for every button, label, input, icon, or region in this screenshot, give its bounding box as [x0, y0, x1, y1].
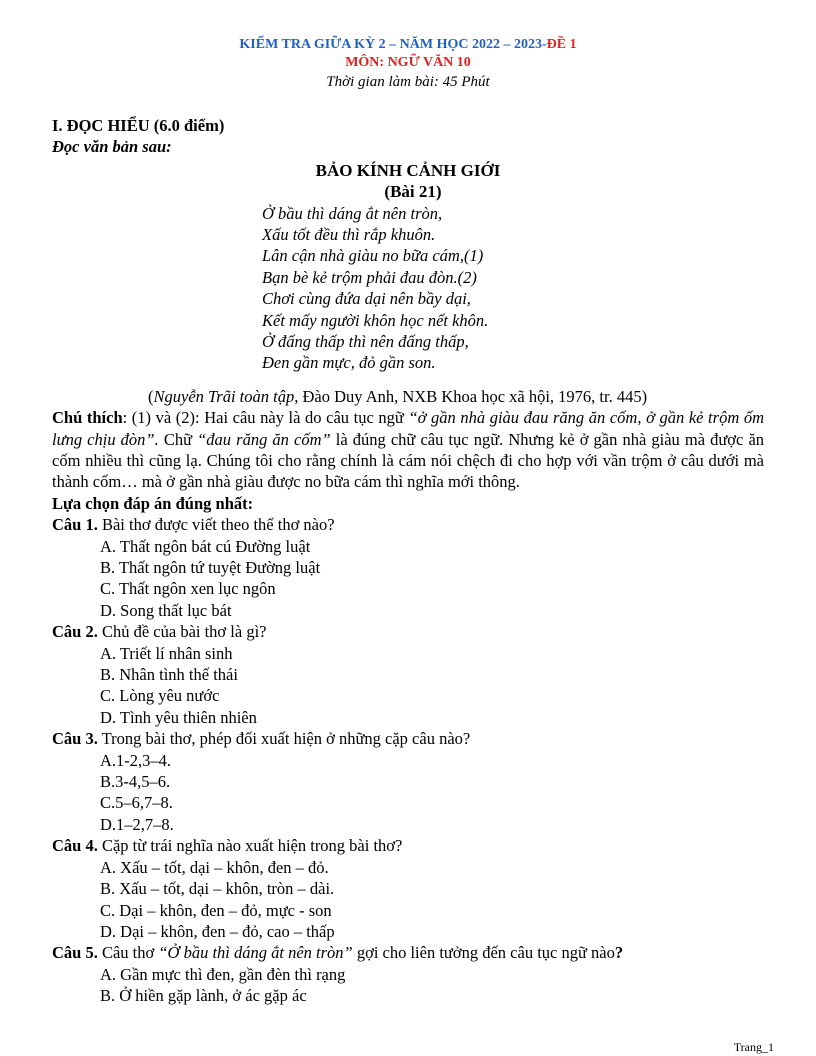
question-mark: ? — [614, 943, 624, 963]
answer-option: B.3-4,5–6. — [100, 772, 171, 792]
document-body — [52, 115, 764, 1007]
time-limit: Thời gian làm bài: 45 Phút — [326, 74, 490, 90]
source-book: Nguyễn Trãi toàn tập — [153, 386, 295, 406]
footnote-text: : (1) và (2): Hai câu này là do câu tục ngữ — [122, 408, 409, 428]
poem-line: Xấu tốt đều thì rắp khuôn. — [262, 225, 436, 245]
section-instruction: Đọc văn bản sau: — [52, 137, 172, 157]
answer-option: D. Dại – khôn, đen – đỏ, cao – thấp — [100, 921, 335, 941]
question-3 — [52, 728, 764, 835]
poem-line: Bạn bè kẻ trộm phải đau đòn.(2) — [262, 267, 477, 287]
subject-title: MÔN: NGỮ VĂN 10 — [345, 55, 471, 70]
question-label: Câu 1. — [52, 515, 98, 535]
answer-option: C. Thất ngôn xen lục ngôn — [100, 579, 276, 599]
poem-line: Lân cận nhà giàu no bữa cám,(1) — [262, 246, 484, 266]
question-text: Bài thơ được viết theo thể thơ nào? — [97, 515, 335, 535]
answer-option: C. Dại – khôn, đen – đỏ, mực - son — [100, 900, 332, 920]
poem-lines — [52, 203, 764, 374]
question-text: Chủ đề của bài thơ là gì? — [97, 622, 267, 642]
question-4 — [52, 835, 764, 942]
poem-line: Ở bầu thì dáng ắt nên tròn, — [262, 203, 443, 223]
question-text: gợi cho liên tưởng đến câu tục ngữ nào — [352, 943, 615, 963]
question-label: Câu 2. — [52, 622, 98, 642]
answer-option: A.1-2,3–4. — [100, 750, 172, 770]
footnote-quote: “đau răng ăn cốm” — [197, 429, 331, 449]
answer-option: B. Ở hiền gặp lành, ở ác gặp ác — [100, 986, 307, 1006]
answer-option: D.1–2,7–8. — [100, 814, 174, 834]
poem-source — [52, 386, 764, 407]
question-5 — [52, 942, 764, 1006]
answer-option: A. Triết lí nhân sinh — [100, 643, 233, 663]
question-2 — [52, 621, 764, 728]
page-number: Trang_1 — [733, 1040, 774, 1054]
exam-title — [0, 36, 816, 54]
question-text: Cặp từ trái nghĩa nào xuất hiện trong bài thơ? — [97, 836, 403, 856]
footnote — [52, 407, 764, 493]
exam-header — [0, 36, 816, 92]
source-details: , Đào Duy Anh, NXB Khoa học xã hội, 1976, tr. 445) — [294, 386, 648, 406]
source-open: ( — [148, 386, 154, 406]
answer-option: A. Thất ngôn bát cú Đường luật — [100, 536, 311, 556]
poem-line: Chơi cùng đứa dại nên bầy dại, — [262, 289, 471, 309]
footnote-quote: “ở gần nhà giàu đau răng ăn cốm, ở gần kẻ trộm ốm lưng chịu đòn”. — [52, 408, 764, 449]
answer-option: C. Lòng yêu nước — [100, 686, 220, 706]
answer-option: B. Xấu – tốt, dại – khôn, tròn – dài. — [100, 879, 335, 899]
poem-title: BẢO KÍNH CẢNH GIỚI — [315, 160, 501, 180]
poem-line: Ở đấng thấp thì nên đấng thấp, — [262, 331, 469, 351]
question-label: Câu 4. — [52, 836, 98, 856]
poem-subtitle: (Bài 21) — [384, 182, 442, 202]
question-1 — [52, 514, 764, 621]
question-quote: “Ở bầu thì dáng ắt nên tròn” — [158, 943, 353, 963]
question-label: Câu 5. — [52, 943, 98, 963]
exam-code: ĐỀ 1 — [546, 37, 577, 52]
answer-option: B. Nhân tình thế thái — [100, 665, 238, 685]
answer-option: D. Song thất lục bát — [100, 600, 232, 620]
exam-title-text: KIỂM TRA GIỮA KỲ 2 – NĂM HỌC 2022 – 2023- — [239, 37, 547, 52]
poem-line: Kết mấy người khôn học nết khôn. — [262, 310, 489, 330]
choose-heading: Lựa chọn đáp án đúng nhất: — [52, 493, 254, 513]
footnote-text: là đúng chữ câu tục ngữ. Nhưng kẻ ở gần nhà giàu mà được ăn cốm nhiều thì cũng lạ. Chúng tôi cho rằng chính là cám nói chệch đi cho hợp với vần trộm ở câu dưới mà thành cốm… mà ở gần nhà giàu được no bữa cám thì nghĩa mới thông. — [52, 429, 765, 492]
answer-option: A. Xấu – tốt, dại – khôn, đen – đỏ. — [100, 857, 329, 877]
question-text: Trong bài thơ, phép đối xuất hiện ở những cặp câu nào? — [97, 729, 471, 749]
answer-option: C.5–6,7–8. — [100, 793, 173, 813]
poem-line: Đen gần mực, đỏ gần son. — [262, 353, 436, 373]
answer-option: B. Thất ngôn tứ tuyệt Đường luật — [100, 558, 321, 577]
question-text: Câu thơ — [97, 943, 159, 963]
footnote-text: Chữ — [158, 429, 198, 449]
question-label: Câu 3. — [52, 729, 98, 749]
section-heading: I. ĐỌC HIỂU (6.0 điểm) — [52, 116, 225, 135]
footnote-label: Chú thích — [52, 408, 123, 428]
answer-option: A. Gần mực thì đen, gần đèn thì rạng — [100, 964, 346, 984]
answer-option: D. Tình yêu thiên nhiên — [100, 707, 257, 727]
